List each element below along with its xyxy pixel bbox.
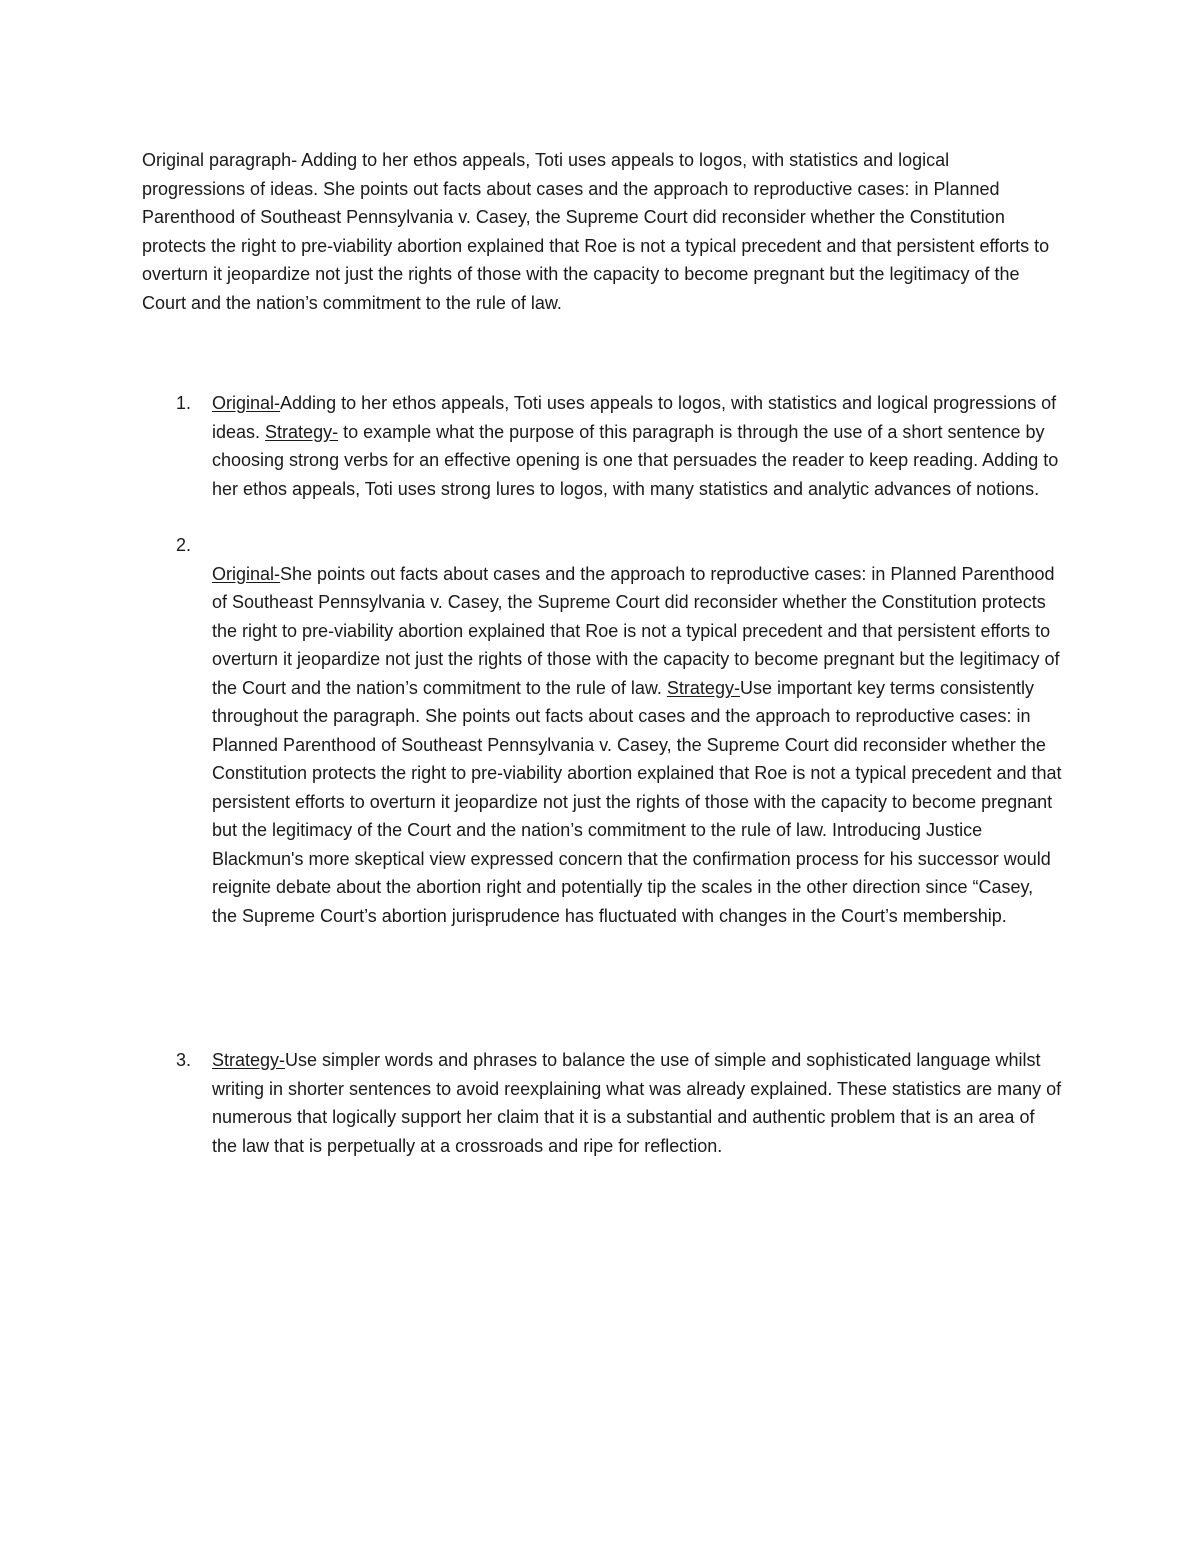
original-label: Original- (212, 393, 281, 413)
list-item-body (212, 560, 1062, 931)
strategy-text: to example what the purpose of this paragraph is through the use of a short sentence by choosing strong verbs for an effective opening is one that persuades the reader to keep reading. Adding to her ethos appeals, Toti uses strong lures to logos, with many statistics and analytic advances of notions. (212, 421, 1059, 499)
list-item-number: 3. (176, 1050, 192, 1070)
strategy-label: Strategy- (265, 421, 339, 442)
strategy-label: Strategy- (212, 1050, 286, 1070)
original-paragraph-text: Adding to her ethos appeals, Toti uses appeals to logos, with statistics and logical progressions of ideas. She points out facts about cases and the approach to reproductive cases: in Planned Parenthood of Southeast Pennsylvania v. Casey, the Supreme Court did reconsider whether the Constitution protects the right to pre-viability abortion explained that Roe is not a typical precedent and that persistent efforts to overturn it jeopardize not just the rights of those with the capacity to become pregnant but the legitimacy of the Court and the nation’s commitment to the rule of law. (142, 150, 1050, 313)
original-label: Original- (212, 563, 281, 584)
strategy-label: Strategy- (666, 677, 740, 698)
list-item-number: 1. (176, 393, 192, 413)
original-paragraph-label: Original paragraph- (142, 150, 298, 170)
original-text: She points out facts about cases and the approach to reproductive cases: in Planned Parenthood of Southeast Pennsylvania v. Casey, the Supreme Court did reconsider whether the Constitution protects the right to pre-viability abortion explained that Roe is not a typical precedent and that persistent efforts to overturn it jeopardize not just the rights of those with the capacity to become pregnant but the legitimacy of the Court and the nation’s commitment to the rule of law. (212, 563, 1060, 698)
strategy-text: Use simpler words and phrases to balance the use of simple and sophisticated language whilst writing in shorter sentences to avoid reexplaining what was already explained. These statistics are many of numerous that logically support her claim that it is a substantial and authentic problem that is an area of the law that is perpetually at a crossroads and ripe for reflection. (212, 1050, 1062, 1156)
list-item-body (212, 1046, 1062, 1160)
original-paragraph (142, 146, 1052, 317)
list-item-number: 2. (176, 535, 192, 555)
original-text: Adding to her ethos appeals, Toti uses appeals to logos, with statistics and logical progressions of ideas. (212, 393, 1057, 442)
list-item-body (212, 389, 1062, 503)
strategy-text: Use important key terms consistently throughout the paragraph. She points out facts about cases and the approach to reproductive cases: in Planned Parenthood of Southeast Pennsylvania v. Casey, the Supreme Court did reconsider whether the Constitution protects the right to pre-viability abortion explained that Roe is not a typical precedent and that persistent efforts to overturn it jeopardize not just the rights of those with the capacity to become pregnant but the legitimacy of the Court and the nation’s commitment to the rule of law. Introducing Justice Blackmun's more skeptical view expressed concern that the confirmation process for his successor would reignite debate about the abortion right and potentially tip the scales in the other direction since “Casey, the Supreme Court’s abortion jurisprudence has fluctuated with changes in the Court’s membership. (212, 677, 1062, 926)
